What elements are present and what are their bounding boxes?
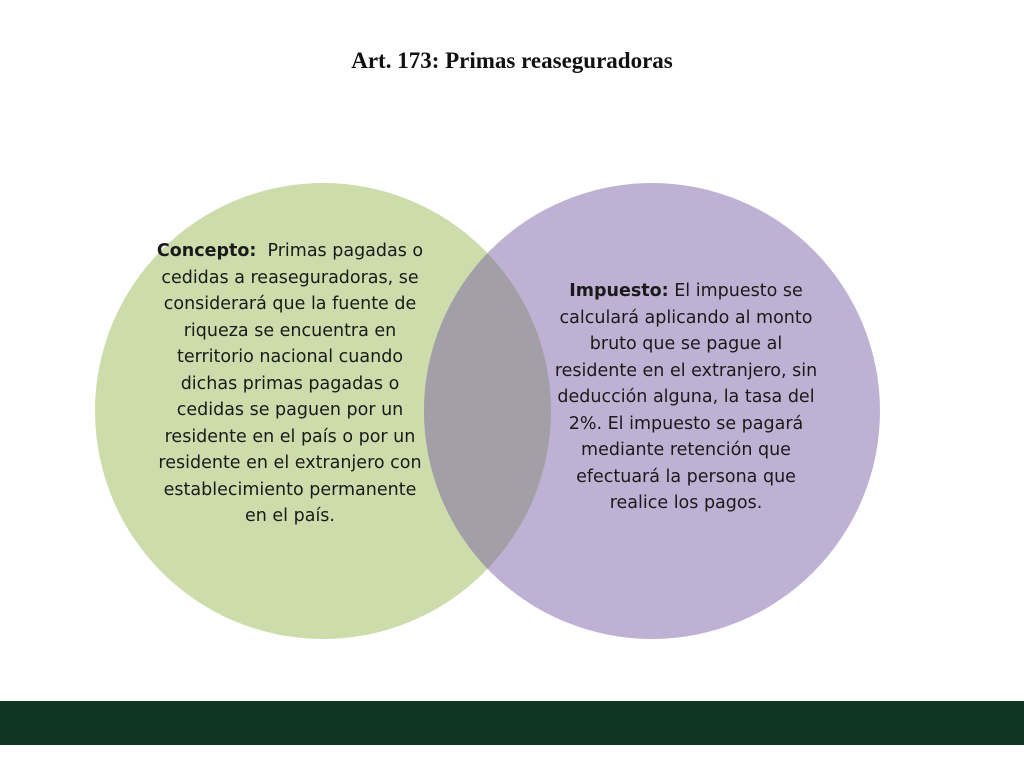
impuesto-body: El impuesto se calculará aplicando al monto bruto que se pague al residente en el extranjero, sin deducción alguna, la tasa del 2%. El impuesto se pagará mediante retención que efectuará la persona que realice los pagos. <box>554 281 823 513</box>
slide-title: Art. 173: Primas reaseguradoras <box>351 48 673 73</box>
impuesto-text <box>548 278 824 517</box>
footer-bar <box>0 701 1024 745</box>
impuesto-label: Impuesto: <box>569 281 669 301</box>
concepto-body: Primas pagadas o cedidas a reaseguradoras, se considerará que la fuente de riqueza se encuentra en territorio nacional cuando dichas primas pagadas o cedidas se paguen por un residente en el país o por un residente en el extranjero con establecimiento permanente en el país. <box>158 241 429 526</box>
concepto-label: Concepto: <box>156 241 257 261</box>
concepto-text <box>150 238 430 530</box>
